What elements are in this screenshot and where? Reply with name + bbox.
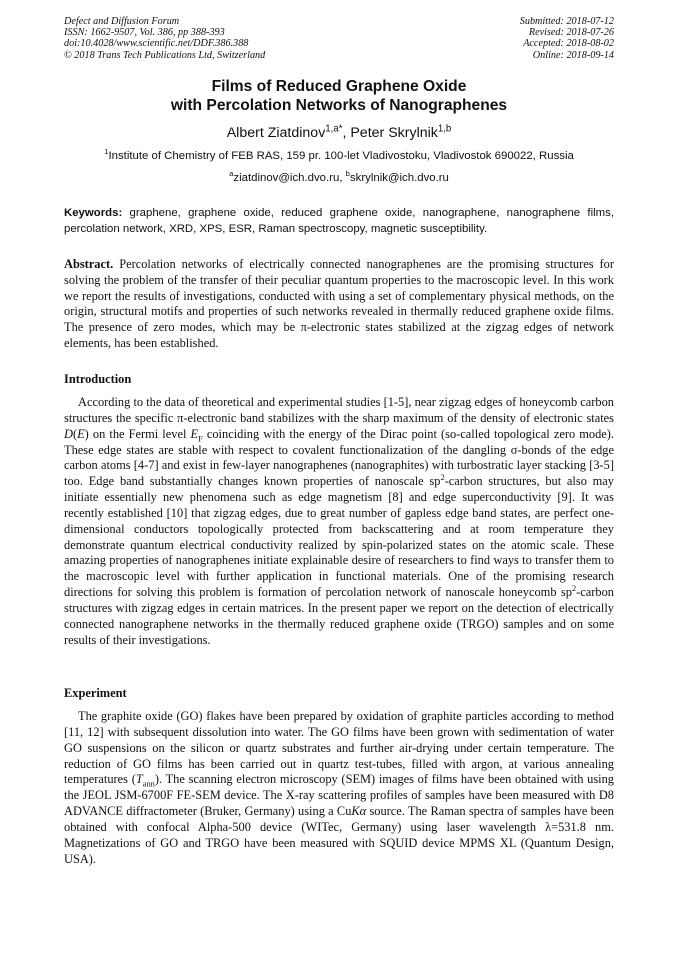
journal-issn: ISSN: 1662-9507, Vol. 386, pp 388-393 [64, 27, 225, 39]
author-list [0, 125, 678, 141]
intro-symbol-d: D [64, 426, 73, 441]
intro-symbol-e: E [77, 426, 85, 441]
exp-text-3: source. The Raman spectra of samples have been obtained with confocal Alpha-500 device (WITec, Germany) using laser wavelength λ=531.8 nm. Magnetizations of GO and TRGO have been measured with SQUID device MPMS XL (Quantum Design, USA). [64, 804, 614, 866]
exp-symbol-t: T [135, 772, 143, 787]
journal-copyright: © 2018 Trans Tech Publications Ltd, Switzerland [64, 49, 266, 61]
intro-text-2: ( [72, 426, 78, 441]
intro-text-1: According to the data of theoretical and experimental studies [1-5], near zigzag edges of honeycomb carbon structures the specific π-electronic band stabilizes with the sharp maximum of the density of electronic states [64, 395, 614, 425]
author-separator: , [342, 125, 351, 141]
affiliation [0, 147, 678, 162]
email-mark-a: a [229, 169, 234, 179]
intro-text-3: ) on the Fermi level [84, 426, 191, 441]
keywords-block [64, 205, 614, 237]
author-1: Albert Ziatdinov [226, 125, 326, 141]
publication-dates [520, 16, 614, 61]
keywords-label: Keywords: [64, 207, 123, 219]
author-2: Peter Skrylnik [350, 125, 438, 141]
paper-title [0, 77, 678, 115]
exp-text-2: ). The scanning electron microscopy (SEM) images of films have been obtained with using the JEOL JSM-6700F FE-SEM device. The X-ray scattering profiles of samples have been measured with D8 ADVANCE diffractometer (Bruker, Germany) using a Cu [64, 772, 614, 819]
abstract-text: Percolation networks of electrically connected nanographenes are the promising structures for solving the problem of the transfer of their peculiar quantum properties to the macroscopic level. In this work we report the results of investigations, conducted with using a set of complementary physical methods, on the origin, structural motifs and properties of such networks revealed in thermally reduced graphene oxide films. The presence of zero modes, which may be π-electronic states stabilized at the zigzag edges of network elements, has been established. [64, 257, 614, 350]
email-mark-b: b [345, 169, 350, 179]
exp-text-1: The graphite oxide (GO) flakes have been prepared by oxidation of graphite particles according to method [11, 12] with subsequent dissolution into water. The GO films have been grown with sedimentation of water GO suspensions on the silicon or quartz substrates and further air-drying under certain temperature. The reduction of GO films has been carried out in quartz test-tubes, filled with argon, at various annealing temperatures ( [64, 709, 614, 787]
date-accepted: Accepted: 2018-08-02 [523, 38, 614, 50]
abstract-block [64, 257, 614, 352]
author-1-marks: 1,a* [325, 123, 343, 135]
experiment-paragraph [64, 709, 614, 867]
intro-text-5: -carbon structures, but also may initiate essentially new phenomena such as edge magnetism [8] and edge superconductivity [9]. It was recently established [10] that zigzag edges, due to great number of gapless edge band states, are perfect one-dimensional conductors topologically protected from backscattering and at room temperature they demonstrate quantum electrical conductivity realized by spin-polarized states on the atomic scale. These amazing properties of nanographenes initiate explainable desire of researchers to find ways to transfer them to the macroscopic level with further application in functional materials. One of the promising research directions for solving this problem is formation of percolation network of nanoscale honeycomb sp [64, 474, 615, 600]
introduction-heading: Introduction [64, 372, 132, 386]
title-line-2: with Percolation Networks of Nanographenes [170, 97, 508, 114]
journal-doi: doi:10.4028/www.scientific.net/DDF.386.388 [64, 38, 249, 50]
affiliation-text: Institute of Chemistry of FEB RAS, 159 pr. 100-let Vladivostoku, Vladivostok 690022, Russia [108, 150, 574, 162]
intro-sp-sup-1: 2 [440, 472, 445, 483]
intro-text-6: -carbon structures with zigzag edges in certain matrices. In the present paper we report on the detection of electrically connected nanographene networks in the thermally reduced graphene oxide (TRGO) samples and on some results of their investigations. [64, 585, 614, 647]
exp-symbol-t-sub: ann [142, 778, 155, 789]
experiment-heading: Experiment [64, 686, 127, 700]
affiliation-mark: 1 [104, 147, 109, 157]
intro-sp-sup-2: 2 [571, 583, 577, 593]
email-a: ziatdinov@ich.dvo.ru [233, 172, 340, 184]
intro-symbol-ef: E [190, 426, 199, 441]
journal-name: Defect and Diffusion Forum [64, 16, 180, 27]
title-line-1: Films of Reduced Graphene Oxide [211, 78, 467, 95]
email-b: skrylnik@ich.dvo.ru [349, 172, 449, 184]
date-online: Online: 2018-09-14 [532, 49, 614, 61]
intro-symbol-ef-sub: F [198, 433, 203, 444]
abstract-label: Abstract. [64, 257, 114, 271]
date-submitted: Submitted: 2018-07-12 [519, 16, 614, 27]
intro-text-4: coinciding with the energy of the Dirac point (so-called topological zero mode). These edge states are stable with respect to covalent functionalization of the dangling σ-bonds of the edge carbon atoms [4-7] and exist in few-layer nanographenes (nanographites) with turbostratic layer stacking [3-5] too. Edge band substantially changes known properties of nanoscale sp [64, 426, 614, 489]
introduction-paragraph [64, 395, 614, 649]
date-revised: Revised: 2018-07-26 [528, 27, 614, 39]
email-separator: , [339, 172, 346, 184]
journal-info [64, 16, 265, 61]
author-2-marks: 1,b [437, 123, 452, 135]
author-emails [0, 169, 678, 184]
exp-symbol-kalpha: Kα [351, 804, 367, 819]
keywords-text: graphene, graphene oxide, reduced graphene oxide, nanographene, nanographene films, percolation network, XRD, XPS, ESR, Raman spectroscopy, magnetic susceptibility. [64, 207, 614, 235]
